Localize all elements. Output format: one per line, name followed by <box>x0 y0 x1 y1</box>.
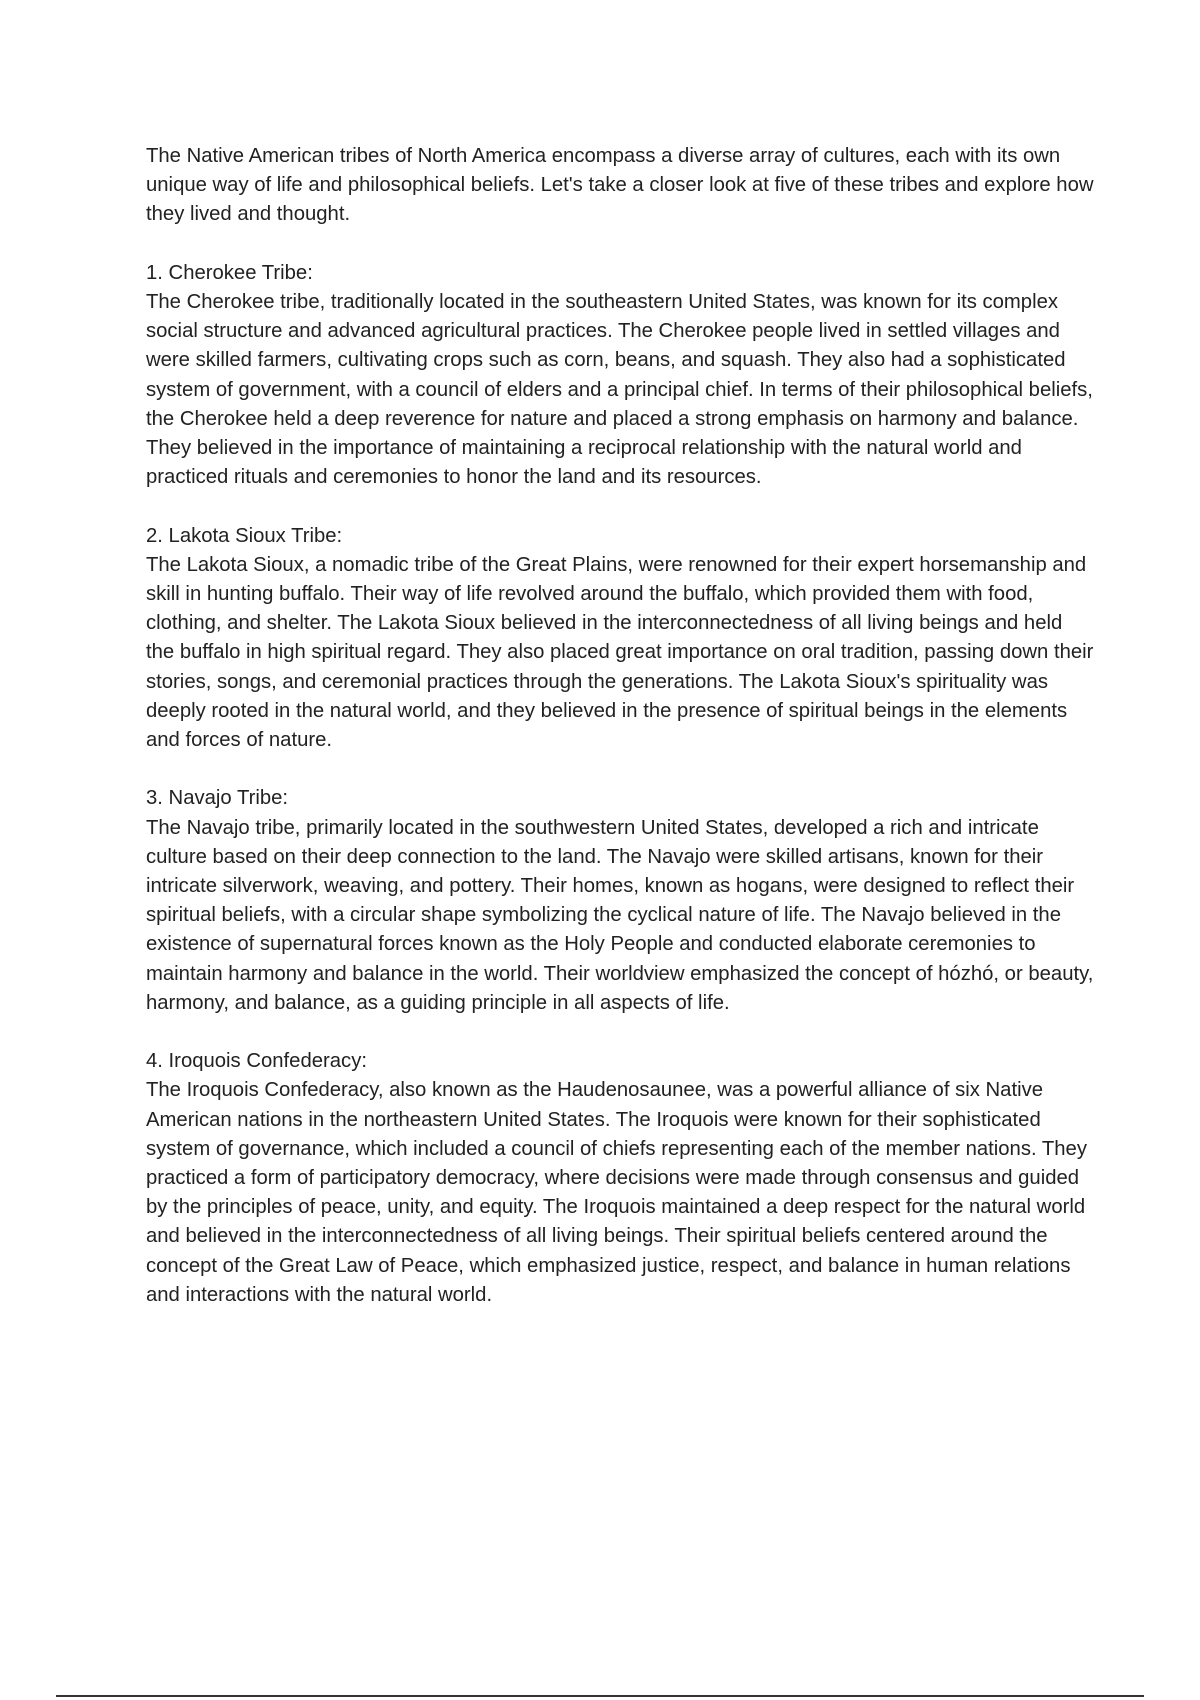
section-heading: 1. Cherokee Tribe: <box>146 261 313 284</box>
section-heading: 3. Navajo Tribe: <box>146 787 289 810</box>
section-lakota-sioux <box>146 522 1096 756</box>
section-body: The Lakota Sioux, a nomadic tribe of the Great Plains, were renowned for their expert horsemanship and skill in hunting buffalo. Their way of life revolved around the buffalo, which provided them with food, clothing, and shelter. The Lakota Sioux believed in the interconnectedness of all living beings and held the buffalo in high spiritual regard. They also placed great importance on oral tradition, passing down their stories, songs, and ceremonial practices through the generations. The Lakota Sioux's spirituality was deeply rooted in the natural world, and they believed in the presence of spiritual beings in the elements and forces of nature. <box>146 553 1094 752</box>
section-heading: 2. Lakota Sioux Tribe: <box>146 524 343 547</box>
section-heading: 4. Iroquois Confederacy: <box>146 1050 367 1073</box>
section-body: The Navajo tribe, primarily located in the southwestern United States, developed a rich and intricate culture based on their deep connection to the land. The Navajo were skilled artisans, known for their intricate silverwork, weaving, and pottery. Their homes, known as hogans, were designed to reflect their spiritual beliefs, with a circular shape symbolizing the cyclical nature of life. The Navajo believed in the existence of supernatural forces known as the Holy People and conducted elaborate ceremonies to maintain harmony and balance in the world. Their worldview emphasized the concept of hózhó, or beauty, harmony, and balance, as a guiding principle in all aspects of life. <box>146 816 1094 1014</box>
page-bottom-divider <box>56 1695 1144 1697</box>
section-cherokee <box>146 259 1096 493</box>
document-content <box>146 142 1096 1339</box>
section-iroquois <box>146 1047 1096 1310</box>
section-body: The Cherokee tribe, traditionally located in the southeastern United States, was known for its complex social structure and advanced agricultural practices. The Cherokee people lived in settled villages and were skilled farmers, cultivating crops such as corn, beans, and squash. They also had a sophisticated system of government, with a council of elders and a principal chief. In terms of their philosophical beliefs, the Cherokee held a deep reverence for nature and placed a strong emphasis on harmony and balance. They believed in the importance of maintaining a reciprocal relationship with the natural world and practiced rituals and ceremonies to honor the land and its resources. <box>146 291 1093 489</box>
section-body: The Iroquois Confederacy, also known as the Haudenosaunee, was a powerful alliance of six Native American nations in the northeastern United States. The Iroquois were known for their sophisticated system of governance, which included a council of chiefs representing each of the member nations. They practiced a form of participatory democracy, where decisions were made through consensus and guided by the principles of peace, unity, and equity. The Iroquois maintained a deep respect for the natural world and believed in the interconnectedness of all living beings. Their spiritual beliefs centered around the concept of the Great Law of Peace, which emphasized justice, respect, and balance in human relations and interactions with the natural world. <box>146 1079 1087 1306</box>
intro-paragraph: The Native American tribes of North America encompass a diverse array of cultures, each with its own unique way of life and philosophical beliefs. Let's take a closer look at five of these tribes and explore how they lived and thought. <box>146 145 1094 226</box>
section-navajo <box>146 784 1096 1018</box>
